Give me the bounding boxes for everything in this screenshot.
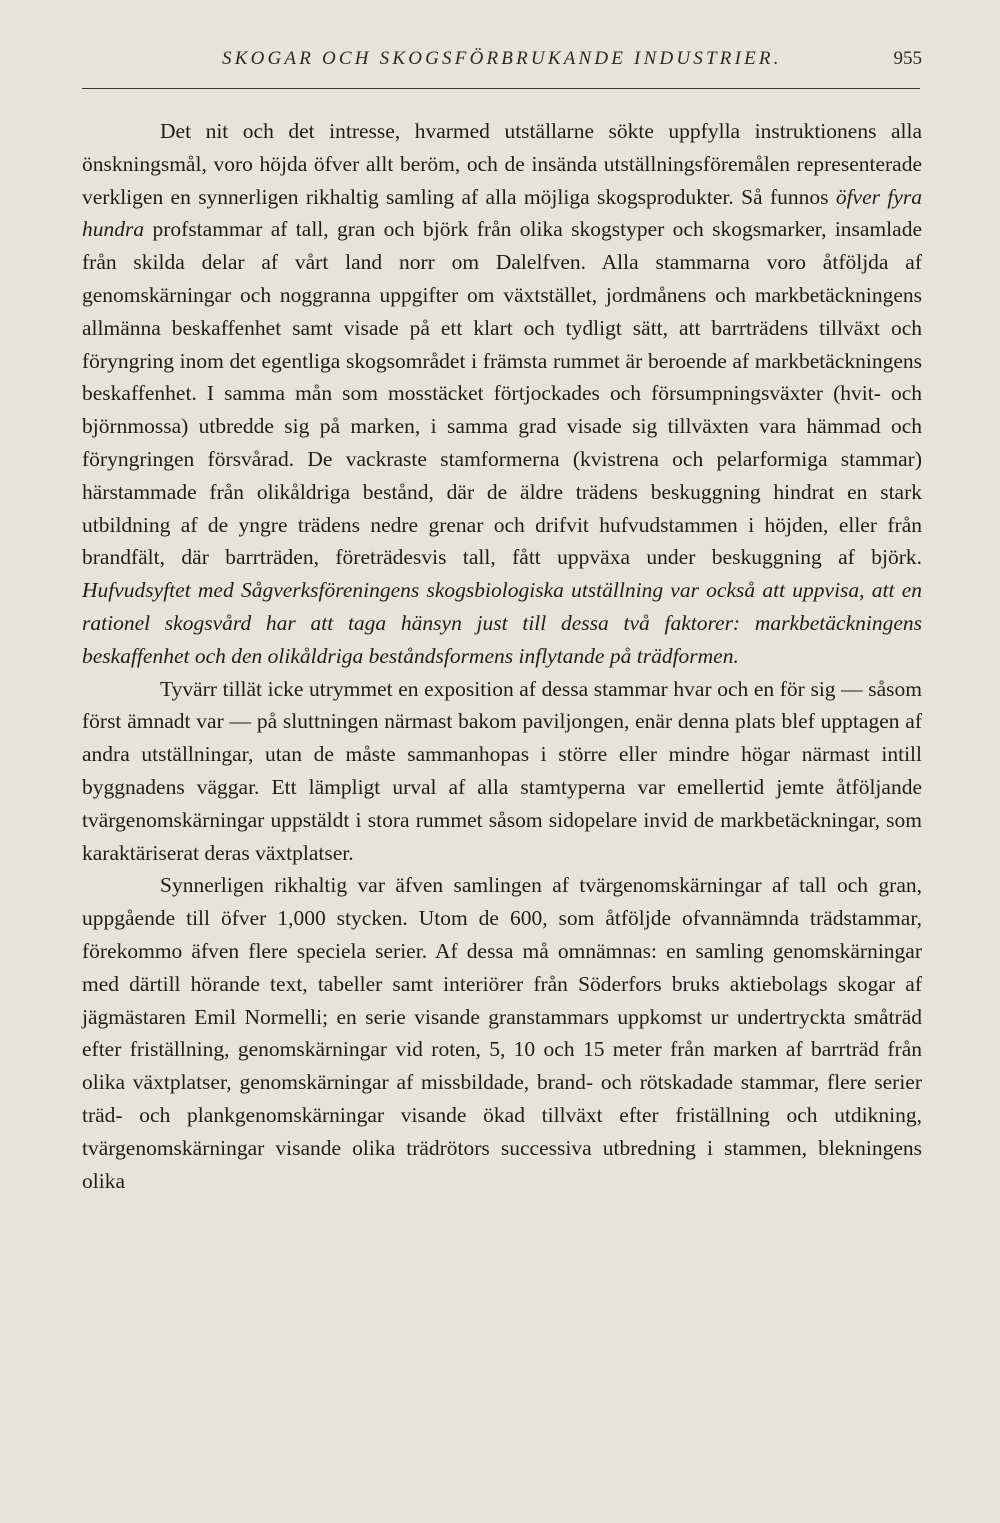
italic-segment: öfver fyra hundra bbox=[82, 184, 922, 242]
body-text bbox=[82, 115, 922, 1197]
text-segment: Tyvärr tillät icke utrymmet en exposition af dessa stammar hvar och en för sig — såsom först ämnadt var — på sluttningen närmast bakom paviljongen, enär denna plats blef upptagen af andra utställningar, utan de måste sammanhopas i större eller mindre högar närmast intill byggnadens väggar. Ett lämpligt urval af alla stamtyperna var emellertid jemte åtföljande tvärgenomskärningar uppstäldt i stora rummet såsom sidopelare invid de markbetäckningar, som karaktäriserat deras växtplatser. bbox=[82, 676, 922, 865]
text-segment: Det nit och det intresse, hvarmed utställarne sökte uppfylla instruktionens alla önskningsmål, voro höjda öfver allt beröm, och de insända utställningsföremålen representerade verkligen en synnerligen rikhaltig samling af alla möjliga skogsprodukter. Så funnos bbox=[82, 119, 922, 209]
paragraph-2 bbox=[82, 673, 922, 870]
header-rule bbox=[82, 88, 920, 89]
page-header bbox=[82, 48, 922, 82]
italic-segment: Hufvudsyftet med Sågverksföreningens skogsbiologiska utställning var också att uppvisa, att en rationel skogsvård har att taga hänsyn just till dessa två faktorer: markbetäckningens beskaffenhet och den olikåldriga beståndsformens inflytande på trädformen. bbox=[82, 578, 922, 668]
page-number: 955 bbox=[893, 48, 922, 69]
running-title: SKOGAR OCH SKOGSFÖRBRUKANDE INDUSTRIER. bbox=[222, 48, 782, 69]
text-segment: Synnerligen rikhaltig var äfven samlingen af tvärgenomskärningar af tall och gran, uppgående till öfver 1,000 stycken. Utom de 600, som åtföljde ofvannämnda trädstammar, förekommo äfven flere speciela serier. Af dessa må omnämnas: en samling genomskärningar med därtill hörande text, tabeller samt interiörer från Söderfors bruks aktiebolags skogar af jägmästaren Emil Normelli; en serie visande granstammars uppkomst ur undertryckta småträd efter friställning, genomskärningar vid roten, 5, 10 och 15 meter från marken af barrträd från olika växtplatser, genomskärningar af missbildade, brand- och rötskadade stammar, flere serier träd- och plankgenomskärningar visande ökad tillväxt efter friställning och utdikning, tvärgenomskärningar visande olika trädrötors successiva utbredning i stammen, blekningens olika bbox=[82, 873, 922, 1193]
paragraph-1 bbox=[82, 115, 922, 673]
text-segment: profstammar af tall, gran och björk från olika skogstyper och skogsmarker, insamlade från skilda delar af vårt land norr om Dalelfven. Alla stammarna voro åtföljda af genomskärningar och noggranna uppgifter om växtstället, jordmånens och markbetäckningens allmänna beskaffenhet samt visade på ett klart och tydligt sätt, att barrträdens tillväxt och föryngring inom det egentliga skogsområdet i främsta rummet är beroende af markbetäckningens beskaffenhet. I samma mån som mosstäcket förtjockades och försumpningsväxter (hvit- och björnmossa) utbredde sig på marken, i samma grad visade sig tillväxten vara hämmad och föryngringen försvårad. De vackraste stamformerna (kvistrena och pelarformiga stammar) härstammade från olikåldriga bestånd, där de äldre trädens beskuggning hindrat en stark utbildning af de yngre trädens nedre grenar och drifvit hufvudstammen i höjden, eller från brandfält, där barrträden, företrädesvis tall, fått uppväxa under beskuggning af björk. bbox=[82, 217, 922, 570]
paragraph-3 bbox=[82, 869, 922, 1197]
